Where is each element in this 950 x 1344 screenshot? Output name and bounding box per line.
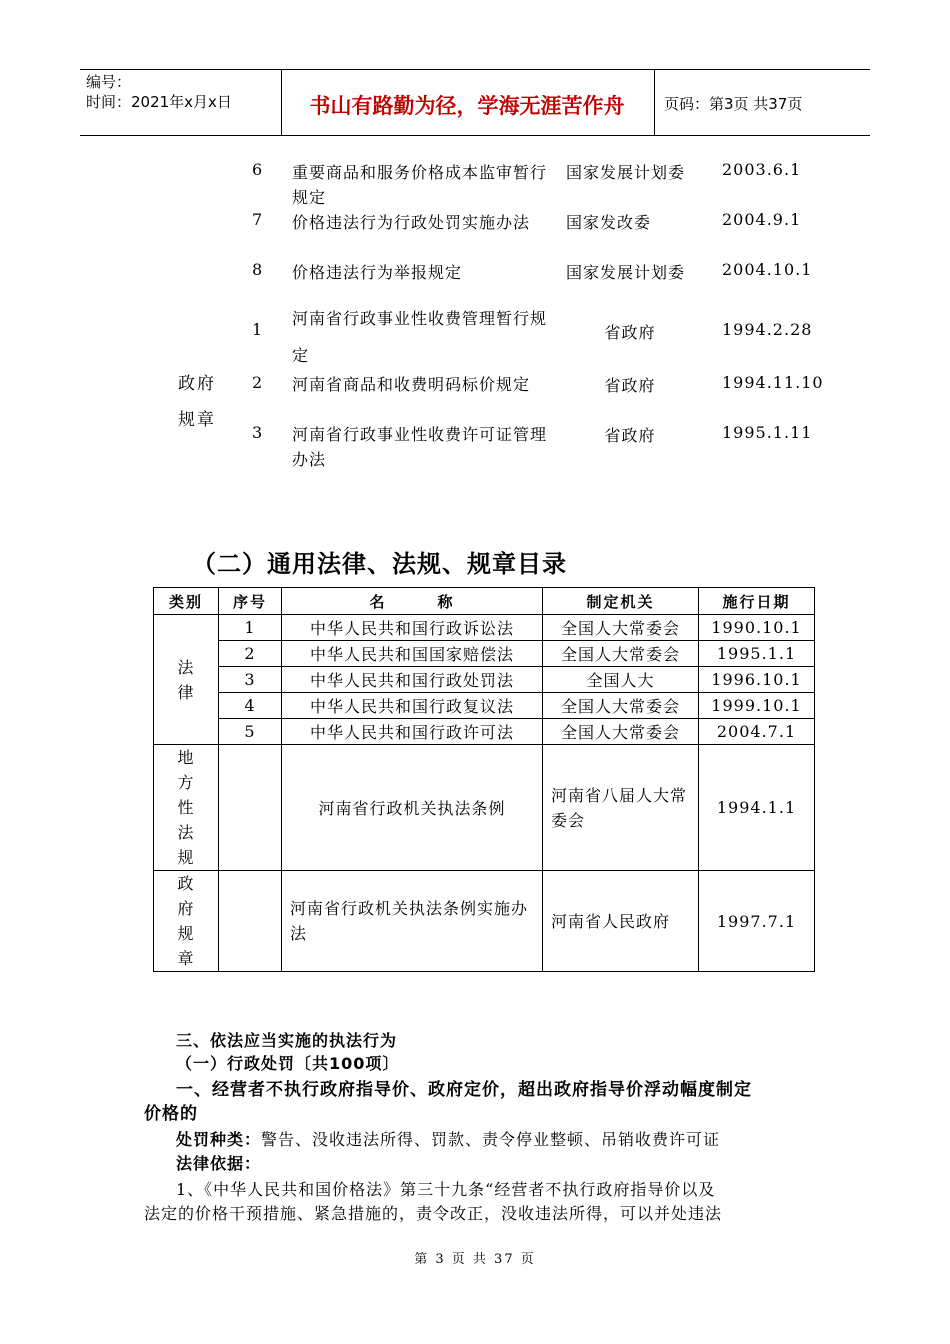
column-header-number: 序号 (219, 588, 282, 615)
list-item-name: 河南省商品和收费明码标价规定 (292, 375, 531, 394)
column-header-org: 制定机关 (543, 588, 699, 615)
list-item-number: 7 (252, 210, 264, 229)
penalty-label: 处罚种类： (176, 1130, 262, 1149)
category-text: 地方性法规 (177, 748, 195, 867)
list-item-date: 1995.1.11 (722, 423, 813, 442)
cell-org-text: 河南省八届人大常委会 (551, 785, 688, 830)
cell-org (543, 745, 699, 871)
header-top-rule (80, 69, 870, 70)
cell-org: 全国人大常委会 (543, 641, 699, 667)
cell-number (219, 871, 282, 972)
cell-name (282, 871, 543, 972)
basis-label: 法律依据： (176, 1154, 262, 1173)
category-cell-gov (154, 871, 219, 972)
list-item-org: 国家发展计划委 (566, 263, 686, 282)
column-header-category: 类别 (154, 588, 219, 615)
table-row (154, 667, 815, 693)
list-item-number: 6 (252, 160, 264, 179)
cell-org: 全国人大常委会 (543, 615, 699, 641)
cell-number: 1 (219, 615, 282, 641)
cell-date: 1994.1.1 (699, 745, 815, 871)
table-row (154, 615, 815, 641)
list-item-number: 3 (252, 423, 264, 442)
cell-number: 3 (219, 667, 282, 693)
section-title: （二）通用法律、法规、规章目录 (192, 550, 567, 578)
cell-date: 1997.7.1 (699, 871, 815, 972)
cell-date: 1999.10.1 (699, 693, 815, 719)
cell-name: 中华人民共和国行政许可法 (282, 719, 543, 745)
item-title-line2: 价格的 (144, 1104, 198, 1124)
header-divider-right (654, 69, 655, 136)
subheading-administrative-penalty: （一）行政处罚〔共100项〕 (176, 1054, 400, 1073)
cell-name: 中华人民共和国行政处罚法 (282, 667, 543, 693)
cell-name: 中华人民共和国行政复议法 (282, 693, 543, 719)
cell-date: 1995.1.1 (699, 641, 815, 667)
cell-date: 1990.10.1 (699, 615, 815, 641)
table-row (154, 641, 815, 667)
cell-date: 1996.10.1 (699, 667, 815, 693)
list-item-org: 省政府 (604, 426, 656, 445)
page-footer: 第 3 页 共 37 页 (414, 1252, 536, 1267)
list-item-name: 河南省行政事业性收费管理暂行规定 (292, 309, 548, 365)
list-item-org: 省政府 (604, 323, 656, 342)
penalty-text: 警告、没收违法所得、罚款、责令停业整顿、吊销收费许可证 (261, 1130, 721, 1149)
cell-name-text: 河南省行政机关执法条例实施办法 (290, 899, 529, 943)
category-text: 法律 (177, 657, 195, 702)
table-row (154, 745, 815, 871)
list-item-name: 价格违法行为举报规定 (292, 263, 463, 282)
header-bottom-rule (80, 135, 870, 136)
category-text: 政府规章 (177, 874, 195, 968)
list-item-name: 河南省行政事业性收费许可证管理办法 (292, 425, 548, 469)
list-item-name: 重要商品和服务价格成本监审暂行规定 (292, 163, 548, 207)
heading-enforcement-acts: 三、依法应当实施的执法行为 (176, 1031, 398, 1050)
list-item-number: 2 (252, 373, 264, 392)
list-item-number: 8 (252, 260, 264, 279)
list-item-org: 省政府 (604, 376, 656, 395)
column-header-date: 施行日期 (699, 588, 815, 615)
category-label-gov-rules: 政府规章 (178, 374, 216, 430)
cell-org: 全国人大 (543, 667, 699, 693)
header-motto: 书山有路勤为径，学海无涯苦作舟 (309, 94, 625, 118)
basis-line1: 1、《中华人民共和国价格法》第三十九条“经营者不执行政府指导价以及 (176, 1180, 716, 1199)
category-cell-local (154, 745, 219, 871)
list-item-date: 2003.6.1 (722, 160, 802, 179)
cell-date: 2004.7.1 (699, 719, 815, 745)
header-time-label: 时间：2021年x月x日 (86, 93, 232, 111)
table-row (154, 693, 815, 719)
list-item-org: 国家发改委 (566, 213, 652, 232)
item-title-line1: 一、经营者不执行政府指导价、政府定价，超出政府指导价浮动幅度制定 (176, 1080, 752, 1100)
table-row (154, 871, 815, 972)
list-item-date: 2004.10.1 (722, 260, 813, 279)
cell-org: 全国人大常委会 (543, 693, 699, 719)
penalty-line (176, 1127, 720, 1150)
table-row (154, 719, 815, 745)
column-header-name: 名 称 (282, 588, 543, 615)
cell-number: 4 (219, 693, 282, 719)
list-item-name: 价格违法行为行政处罚实施办法 (292, 213, 531, 232)
cell-number: 2 (219, 641, 282, 667)
header-page-info: 页码：第3页 共37页 (664, 95, 803, 113)
table-header-row (154, 588, 815, 615)
category-cell-law (154, 615, 219, 745)
cell-name: 中华人民共和国行政诉讼法 (282, 615, 543, 641)
list-item-date: 1994.11.10 (722, 373, 824, 392)
cell-org: 河南省人民政府 (543, 871, 699, 972)
cell-number (219, 745, 282, 871)
cell-name: 中华人民共和国国家赔偿法 (282, 641, 543, 667)
cell-name: 河南省行政机关执法条例 (282, 745, 543, 871)
list-item-org: 国家发展计划委 (566, 163, 686, 182)
cell-org: 全国人大常委会 (543, 719, 699, 745)
cell-number: 5 (219, 719, 282, 745)
basis-line2: 法定的价格干预措施、紧急措施的，责令改正，没收违法所得，可以并处违法 (144, 1204, 723, 1223)
list-item-date: 2004.9.1 (722, 210, 802, 229)
list-item-date: 1994.2.28 (722, 320, 813, 339)
header-divider-left (281, 69, 282, 136)
header-number-label: 编号： (86, 73, 132, 91)
list-item-number: 1 (252, 320, 264, 339)
laws-table (153, 587, 815, 972)
